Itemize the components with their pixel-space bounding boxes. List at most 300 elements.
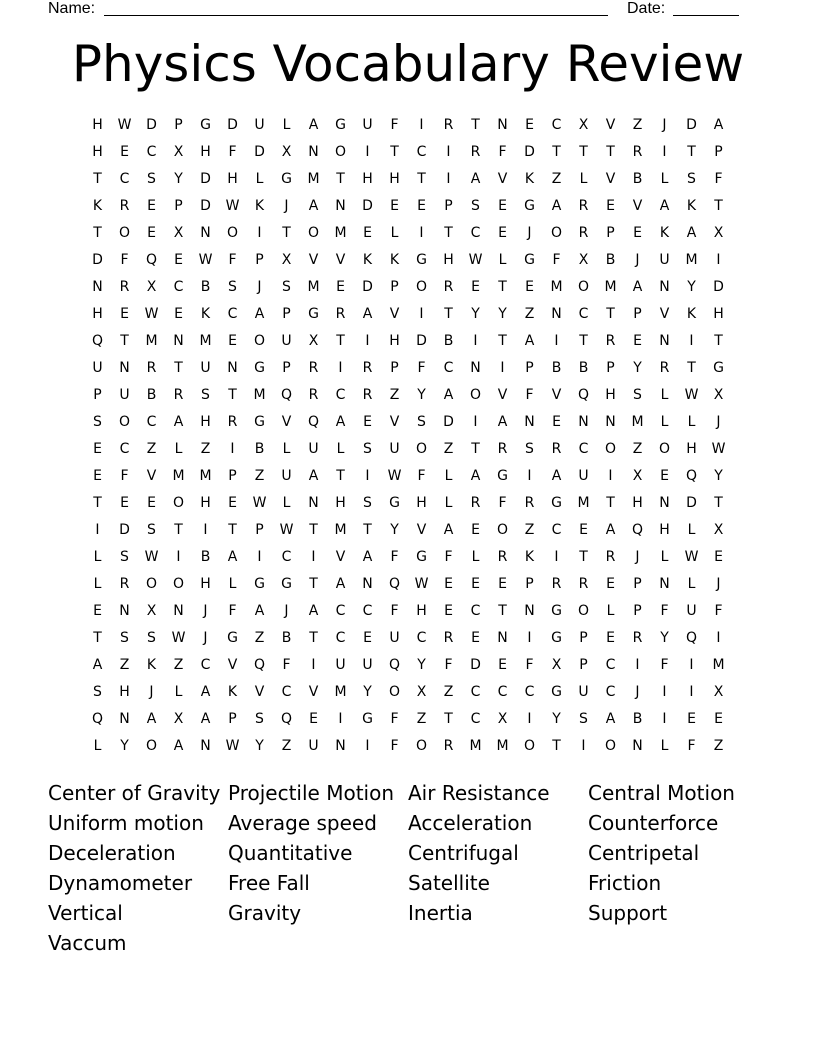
grid-letter: Z bbox=[632, 441, 643, 457]
grid-letter: E bbox=[498, 657, 507, 673]
grid-letter: E bbox=[633, 225, 642, 241]
grid-letter: F bbox=[444, 549, 453, 565]
grid-letter: O bbox=[658, 441, 671, 457]
grid-letter: P bbox=[390, 279, 399, 295]
grid-letter: O bbox=[118, 414, 131, 430]
grid-letter: H bbox=[335, 495, 346, 511]
grid-letter: F bbox=[228, 252, 237, 268]
grid-letter: A bbox=[173, 738, 184, 754]
grid-letter: B bbox=[551, 360, 562, 376]
grid-letter: T bbox=[444, 306, 453, 322]
grid-letter: Y bbox=[390, 522, 399, 538]
grid-letter: L bbox=[687, 414, 696, 430]
grid-letter: D bbox=[470, 657, 481, 673]
grid-letter: L bbox=[606, 603, 615, 619]
grid-letter: R bbox=[146, 360, 157, 376]
grid-letter: G bbox=[524, 198, 535, 214]
grid-letter: F bbox=[417, 360, 426, 376]
grid-row bbox=[84, 571, 732, 598]
page-title: Physics Vocabulary Review bbox=[71, 35, 745, 93]
grid-letter: A bbox=[713, 117, 724, 133]
grid-letter: F bbox=[498, 144, 507, 160]
grid-letter: T bbox=[174, 360, 183, 376]
grid-letter: E bbox=[579, 522, 588, 538]
grid-letter: N bbox=[551, 306, 562, 322]
grid-letter: V bbox=[335, 252, 346, 268]
grid-letter: E bbox=[444, 576, 453, 592]
grid-letter: I bbox=[527, 468, 532, 484]
grid-letter: G bbox=[200, 117, 211, 133]
grid-letter: N bbox=[308, 144, 319, 160]
grid-letter: H bbox=[659, 522, 670, 538]
grid-letter: E bbox=[147, 495, 156, 511]
grid-letter: A bbox=[470, 468, 481, 484]
word-bank-item: Projectile Motion bbox=[228, 781, 395, 805]
grid-letter: W bbox=[225, 738, 240, 754]
grid-letter: O bbox=[145, 576, 158, 592]
grid-letter: X bbox=[416, 684, 427, 700]
grid-letter: E bbox=[498, 225, 507, 241]
grid-letter: X bbox=[551, 657, 562, 673]
grid-letter: J bbox=[284, 198, 289, 214]
grid-letter: E bbox=[471, 630, 480, 646]
grid-row bbox=[84, 328, 732, 355]
grid-letter: V bbox=[605, 117, 616, 133]
grid-letter: O bbox=[145, 738, 158, 754]
grid-letter: T bbox=[174, 522, 183, 538]
grid-letter: W bbox=[144, 306, 159, 322]
grid-letter: G bbox=[254, 360, 265, 376]
grid-letter: Y bbox=[687, 279, 696, 295]
grid-letter: L bbox=[660, 414, 669, 430]
grid-letter: Z bbox=[146, 441, 157, 457]
grid-letter: R bbox=[335, 306, 346, 322]
grid-letter: P bbox=[282, 360, 291, 376]
grid-letter: E bbox=[174, 306, 183, 322]
grid-letter: K bbox=[146, 657, 157, 673]
grid-letter: P bbox=[255, 522, 264, 538]
grid-letter: R bbox=[173, 387, 184, 403]
grid-letter: O bbox=[307, 225, 320, 241]
grid-letter: I bbox=[635, 657, 640, 673]
grid-letter: Q bbox=[145, 252, 158, 268]
grid-letter: T bbox=[444, 225, 453, 241]
grid-letter: X bbox=[713, 522, 724, 538]
grid-letter: N bbox=[659, 333, 670, 349]
word-bank-item: Counterforce bbox=[588, 811, 719, 835]
grid-letter: K bbox=[524, 171, 535, 187]
grid-letter: Y bbox=[498, 306, 507, 322]
grid-letter: R bbox=[119, 198, 130, 214]
grid-letter: O bbox=[577, 603, 590, 619]
grid-letter: T bbox=[417, 171, 426, 187]
grid-letter: D bbox=[686, 495, 697, 511]
grid-letter: P bbox=[93, 387, 102, 403]
grid-letter: I bbox=[311, 549, 316, 565]
grid-letter: Z bbox=[551, 171, 562, 187]
grid-letter: G bbox=[281, 576, 292, 592]
grid-letter: Y bbox=[714, 468, 723, 484]
grid-letter: X bbox=[173, 225, 184, 241]
grid-letter: O bbox=[226, 225, 239, 241]
grid-letter: Z bbox=[416, 711, 427, 727]
grid-letter: N bbox=[362, 576, 373, 592]
grid-letter: C bbox=[146, 414, 157, 430]
grid-row bbox=[84, 679, 732, 706]
grid-letter: J bbox=[716, 414, 721, 430]
grid-letter: Y bbox=[471, 306, 480, 322]
grid-letter: Q bbox=[280, 711, 293, 727]
grid-letter: B bbox=[578, 360, 589, 376]
grid-row bbox=[84, 436, 732, 463]
grid-letter: A bbox=[632, 279, 643, 295]
grid-letter: R bbox=[443, 630, 454, 646]
grid-letter: M bbox=[307, 279, 320, 295]
grid-letter: I bbox=[338, 360, 343, 376]
grid-letter: W bbox=[117, 117, 132, 133]
grid-letter: C bbox=[605, 657, 616, 673]
grid-letter: R bbox=[659, 360, 670, 376]
grid-row bbox=[84, 382, 732, 409]
grid-letter: I bbox=[689, 333, 694, 349]
grid-letter: L bbox=[390, 225, 399, 241]
grid-letter: R bbox=[578, 576, 589, 592]
grid-letter: M bbox=[334, 522, 347, 538]
grid-row bbox=[84, 301, 732, 328]
grid-letter: L bbox=[174, 684, 183, 700]
grid-letter: K bbox=[389, 252, 400, 268]
grid-letter: Z bbox=[254, 630, 265, 646]
grid-letter: N bbox=[119, 360, 130, 376]
grid-letter: P bbox=[444, 198, 453, 214]
grid-letter: M bbox=[253, 387, 266, 403]
grid-letter: C bbox=[281, 549, 292, 565]
grid-letter: D bbox=[146, 117, 157, 133]
grid-letter: G bbox=[551, 495, 562, 511]
grid-letter: X bbox=[578, 252, 589, 268]
grid-letter: Y bbox=[660, 630, 669, 646]
grid-letter: G bbox=[416, 549, 427, 565]
grid-letter: D bbox=[443, 414, 454, 430]
grid-letter: J bbox=[635, 684, 640, 700]
grid-letter: S bbox=[255, 711, 264, 727]
grid-letter: I bbox=[338, 711, 343, 727]
grid-letter: L bbox=[336, 441, 345, 457]
grid-letter: G bbox=[254, 414, 265, 430]
grid-letter: W bbox=[171, 630, 186, 646]
grid-letter: Q bbox=[91, 333, 104, 349]
grid-letter: I bbox=[500, 360, 505, 376]
grid-letter: P bbox=[174, 198, 183, 214]
grid-letter: K bbox=[254, 198, 265, 214]
grid-letter: D bbox=[362, 279, 373, 295]
word-bank-item: Deceleration bbox=[48, 841, 176, 865]
grid-letter: T bbox=[93, 495, 102, 511]
grid-letter: Z bbox=[524, 306, 535, 322]
grid-letter: M bbox=[172, 468, 185, 484]
grid-letter: X bbox=[497, 711, 508, 727]
grid-letter: T bbox=[309, 576, 318, 592]
grid-letter: S bbox=[282, 279, 291, 295]
grid-letter: H bbox=[713, 306, 724, 322]
grid-letter: K bbox=[686, 198, 697, 214]
grid-letter: J bbox=[149, 684, 154, 700]
grid-letter: U bbox=[308, 441, 319, 457]
grid-letter: I bbox=[554, 333, 559, 349]
grid-letter: B bbox=[200, 279, 211, 295]
grid-letter: E bbox=[93, 468, 102, 484]
grid-letter: H bbox=[686, 441, 697, 457]
grid-letter: A bbox=[308, 198, 319, 214]
grid-letter: F bbox=[714, 171, 723, 187]
grid-row bbox=[84, 733, 732, 760]
grid-letter: V bbox=[416, 522, 427, 538]
grid-letter: S bbox=[147, 171, 156, 187]
grid-letter: C bbox=[443, 360, 454, 376]
grid-letter: H bbox=[200, 576, 211, 592]
grid-letter: C bbox=[362, 603, 373, 619]
grid-letter: Z bbox=[254, 468, 265, 484]
grid-letter: F bbox=[228, 603, 237, 619]
grid-letter: C bbox=[470, 684, 481, 700]
grid-letter: A bbox=[92, 657, 103, 673]
grid-letter: W bbox=[387, 468, 402, 484]
grid-letter: I bbox=[365, 333, 370, 349]
grid-row bbox=[84, 166, 732, 193]
grid-letter: E bbox=[228, 495, 237, 511]
grid-letter: R bbox=[497, 549, 508, 565]
grid-letter: E bbox=[363, 630, 372, 646]
grid-letter: A bbox=[200, 684, 211, 700]
grid-letter: B bbox=[254, 441, 265, 457]
grid-letter: A bbox=[551, 198, 562, 214]
grid-letter: T bbox=[606, 495, 615, 511]
grid-letter: U bbox=[389, 630, 400, 646]
grid-letter: R bbox=[578, 225, 589, 241]
word-bank-item: Uniform motion bbox=[48, 811, 204, 835]
grid-letter: J bbox=[662, 117, 667, 133]
grid-letter: T bbox=[336, 171, 345, 187]
grid-letter: N bbox=[173, 603, 184, 619]
grid-letter: L bbox=[444, 495, 453, 511]
grid-letter: H bbox=[389, 171, 400, 187]
grid-row bbox=[84, 193, 732, 220]
grid-letter: X bbox=[308, 333, 319, 349]
grid-letter: H bbox=[416, 495, 427, 511]
grid-letter: A bbox=[227, 549, 238, 565]
grid-letter: I bbox=[419, 225, 424, 241]
grid-letter: E bbox=[471, 576, 480, 592]
grid-letter: X bbox=[173, 144, 184, 160]
grid-letter: E bbox=[120, 495, 129, 511]
grid-letter: K bbox=[524, 549, 535, 565]
grid-letter: V bbox=[227, 657, 238, 673]
grid-letter: W bbox=[684, 387, 699, 403]
grid-letter: F bbox=[660, 603, 669, 619]
grid-letter: P bbox=[525, 576, 534, 592]
grid-letter: I bbox=[257, 549, 262, 565]
grid-letter: T bbox=[336, 468, 345, 484]
grid-letter: R bbox=[605, 549, 616, 565]
grid-letter: E bbox=[147, 225, 156, 241]
grid-letter: G bbox=[551, 684, 562, 700]
grid-letter: L bbox=[255, 171, 264, 187]
grid-letter: T bbox=[228, 387, 237, 403]
grid-letter: K bbox=[92, 198, 103, 214]
grid-letter: K bbox=[686, 306, 697, 322]
grid-letter: S bbox=[147, 630, 156, 646]
grid-row bbox=[84, 598, 732, 625]
grid-letter: S bbox=[120, 549, 129, 565]
grid-letter: R bbox=[227, 414, 238, 430]
grid-letter: J bbox=[527, 225, 532, 241]
grid-letter: M bbox=[631, 414, 644, 430]
grid-letter: U bbox=[362, 657, 373, 673]
grid-letter: A bbox=[497, 414, 508, 430]
grid-letter: M bbox=[334, 684, 347, 700]
grid-letter: A bbox=[470, 171, 481, 187]
grid-letter: N bbox=[200, 225, 211, 241]
grid-letter: T bbox=[498, 279, 507, 295]
grid-letter: N bbox=[605, 414, 616, 430]
grid-letter: I bbox=[716, 252, 721, 268]
grid-letter: P bbox=[579, 630, 588, 646]
grid-letter: L bbox=[282, 441, 291, 457]
grid-letter: L bbox=[687, 576, 696, 592]
grid-letter: H bbox=[200, 414, 211, 430]
grid-letter: V bbox=[389, 414, 400, 430]
grid-letter: E bbox=[525, 117, 534, 133]
grid-letter: E bbox=[660, 468, 669, 484]
grid-row bbox=[84, 517, 732, 544]
grid-letter: T bbox=[606, 144, 615, 160]
grid-letter: K bbox=[362, 252, 373, 268]
grid-letter: V bbox=[281, 414, 292, 430]
grid-letter: O bbox=[469, 387, 482, 403]
grid-letter: T bbox=[93, 225, 102, 241]
grid-letter: B bbox=[146, 387, 157, 403]
grid-letter: T bbox=[687, 360, 696, 376]
grid-letter: O bbox=[172, 576, 185, 592]
grid-letter: L bbox=[93, 549, 102, 565]
grid-letter: L bbox=[228, 576, 237, 592]
grid-letter: V bbox=[308, 252, 319, 268]
grid-letter: R bbox=[119, 279, 130, 295]
grid-letter: O bbox=[415, 279, 428, 295]
grid-letter: E bbox=[714, 549, 723, 565]
grid-letter: A bbox=[605, 522, 616, 538]
grid-letter: H bbox=[632, 495, 643, 511]
grid-letter: H bbox=[119, 684, 130, 700]
grid-letter: F bbox=[228, 144, 237, 160]
grid-letter: K bbox=[200, 306, 211, 322]
grid-letter: T bbox=[471, 441, 480, 457]
grid-letter: F bbox=[390, 117, 399, 133]
grid-letter: A bbox=[551, 468, 562, 484]
grid-letter: E bbox=[390, 198, 399, 214]
grid-letter: T bbox=[552, 144, 561, 160]
grid-letter: X bbox=[713, 225, 724, 241]
grid-letter: J bbox=[635, 549, 640, 565]
grid-row bbox=[84, 652, 732, 679]
grid-letter: D bbox=[362, 198, 373, 214]
grid-letter: P bbox=[579, 657, 588, 673]
grid-letter: A bbox=[254, 306, 265, 322]
grid-letter: I bbox=[581, 738, 586, 754]
grid-letter: I bbox=[257, 225, 262, 241]
grid-letter: E bbox=[498, 198, 507, 214]
grid-letter: O bbox=[523, 738, 536, 754]
grid-letter: T bbox=[471, 117, 480, 133]
grid-letter: T bbox=[120, 333, 129, 349]
grid-letter: A bbox=[254, 603, 265, 619]
grid-letter: F bbox=[282, 657, 291, 673]
grid-letter: Z bbox=[524, 522, 535, 538]
grid-letter: A bbox=[362, 306, 373, 322]
grid-letter: V bbox=[389, 306, 400, 322]
grid-letter: Q bbox=[280, 387, 293, 403]
grid-letter: X bbox=[713, 684, 724, 700]
grid-letter: D bbox=[686, 117, 697, 133]
grid-letter: O bbox=[388, 684, 401, 700]
grid-letter: O bbox=[415, 441, 428, 457]
grid-letter: L bbox=[660, 738, 669, 754]
grid-letter: C bbox=[605, 684, 616, 700]
grid-letter: A bbox=[335, 414, 346, 430]
word-bank-item: Gravity bbox=[228, 901, 302, 925]
grid-letter: S bbox=[417, 414, 426, 430]
grid-letter: L bbox=[660, 171, 669, 187]
grid-letter: M bbox=[469, 738, 482, 754]
grid-letter: B bbox=[605, 252, 616, 268]
grid-letter: C bbox=[227, 306, 238, 322]
grid-letter: I bbox=[365, 144, 370, 160]
grid-letter: O bbox=[415, 738, 428, 754]
grid-letter: I bbox=[473, 333, 478, 349]
grid-letter: M bbox=[334, 225, 347, 241]
grid-letter: L bbox=[93, 576, 102, 592]
grid-letter: N bbox=[308, 495, 319, 511]
grid-letter: X bbox=[632, 468, 643, 484]
grid-letter: R bbox=[443, 279, 454, 295]
grid-letter: R bbox=[470, 495, 481, 511]
grid-letter: J bbox=[284, 603, 289, 619]
grid-letter: Z bbox=[389, 387, 400, 403]
grid-letter: C bbox=[416, 630, 427, 646]
grid-letter: E bbox=[417, 198, 426, 214]
grid-letter: E bbox=[606, 576, 615, 592]
grid-row bbox=[84, 706, 732, 733]
grid-letter: D bbox=[200, 171, 211, 187]
grid-letter: U bbox=[578, 468, 589, 484]
grid-letter: I bbox=[662, 711, 667, 727]
grid-letter: C bbox=[119, 171, 130, 187]
grid-letter: P bbox=[255, 252, 264, 268]
grid-letter: G bbox=[227, 630, 238, 646]
grid-letter: I bbox=[662, 684, 667, 700]
grid-letter: B bbox=[443, 333, 454, 349]
grid-letter: G bbox=[551, 630, 562, 646]
grid-letter: V bbox=[308, 684, 319, 700]
grid-letter: E bbox=[363, 414, 372, 430]
grid-letter: F bbox=[660, 657, 669, 673]
grid-letter: N bbox=[470, 360, 481, 376]
grid-letter: R bbox=[524, 495, 535, 511]
grid-letter: W bbox=[279, 522, 294, 538]
grid-letter: I bbox=[554, 549, 559, 565]
grid-letter: A bbox=[308, 603, 319, 619]
grid-letter: F bbox=[390, 603, 399, 619]
